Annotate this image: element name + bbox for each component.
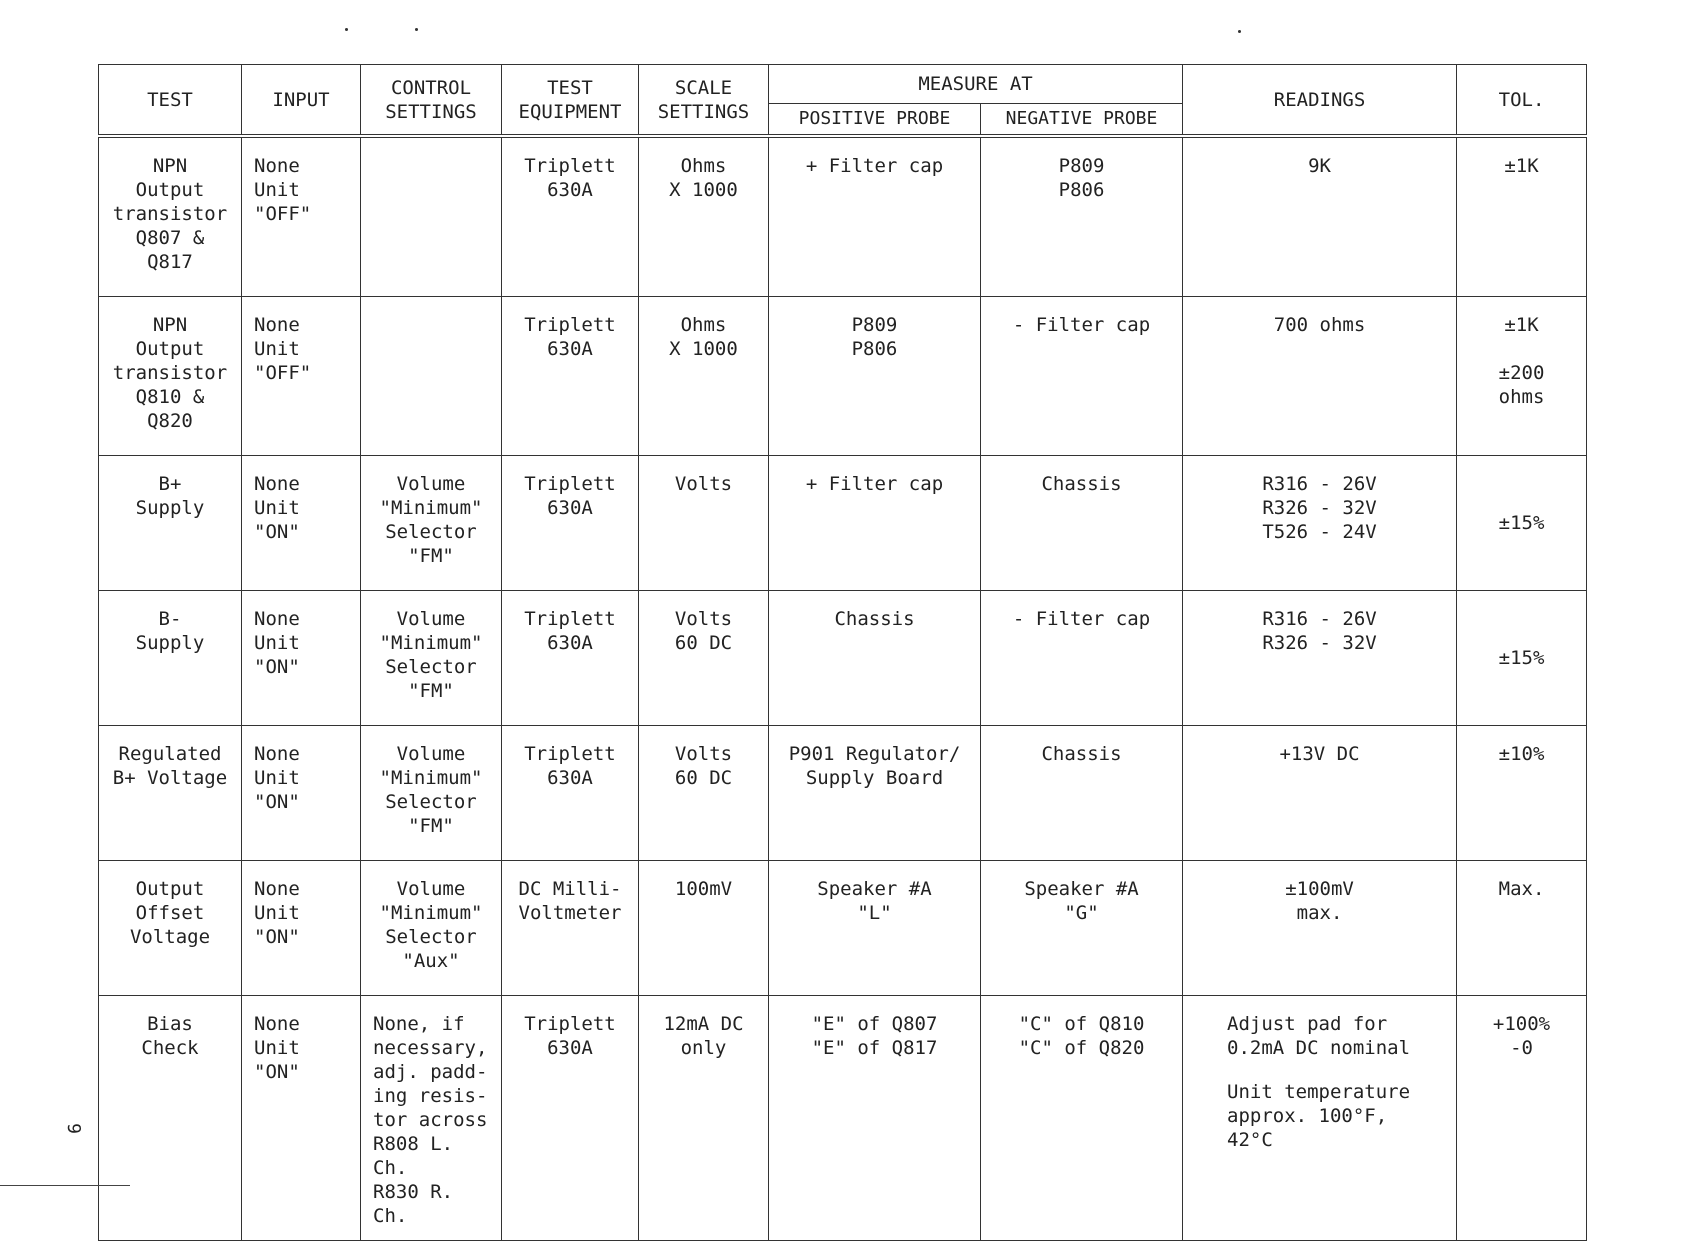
cell-readings: ±100mV max.	[1183, 861, 1457, 996]
scan-speck	[345, 28, 348, 31]
cell-tol: ±10%	[1457, 726, 1587, 861]
header-readings: READINGS	[1183, 65, 1457, 137]
cell-control: Volume "Minimum" Selector "FM"	[361, 726, 502, 861]
header-input: INPUT	[242, 65, 361, 137]
cell-readings: 700 ohms	[1183, 297, 1457, 456]
cell-tol: +100% -0	[1457, 996, 1587, 1241]
cell-input: None Unit "ON"	[242, 456, 361, 591]
cell-control	[361, 136, 502, 297]
cell-readings: +13V DC	[1183, 726, 1457, 861]
cell-negative-probe: Chassis	[981, 726, 1183, 861]
cell-equipment: Triplett 630A	[502, 996, 639, 1241]
cell-equipment: DC Milli- Voltmeter	[502, 861, 639, 996]
page-number: 9	[62, 1123, 84, 1134]
cell-tol: Max.	[1457, 861, 1587, 996]
cell-negative-probe: - Filter cap	[981, 297, 1183, 456]
header-tol: TOL.	[1457, 65, 1587, 137]
cell-scale: 12mA DC only	[639, 996, 769, 1241]
cell-equipment: Triplett 630A	[502, 456, 639, 591]
cell-input: None Unit "ON"	[242, 726, 361, 861]
cell-input: None Unit "OFF"	[242, 297, 361, 456]
cell-control: Volume "Minimum" Selector "FM"	[361, 456, 502, 591]
cell-equipment: Triplett 630A	[502, 726, 639, 861]
footer-rule	[0, 1185, 130, 1186]
cell-negative-probe: Chassis	[981, 456, 1183, 591]
cell-positive-probe: P901 Regulator/ Supply Board	[769, 726, 981, 861]
header-positive-probe: POSITIVE PROBE	[769, 104, 981, 137]
header-test-equipment: TEST EQUIPMENT	[502, 65, 639, 137]
table-row	[99, 861, 1587, 996]
header-control-settings: CONTROL SETTINGS	[361, 65, 502, 137]
cell-control: Volume "Minimum" Selector "FM"	[361, 591, 502, 726]
cell-scale: Volts 60 DC	[639, 726, 769, 861]
scan-speck	[415, 28, 418, 31]
cell-test: NPN Output transistor Q810 & Q820	[99, 297, 242, 456]
cell-positive-probe: P809 P806	[769, 297, 981, 456]
cell-readings: 9K	[1183, 136, 1457, 297]
cell-input: None Unit "ON"	[242, 861, 361, 996]
header-scale-settings: SCALE SETTINGS	[639, 65, 769, 137]
cell-test: Regulated B+ Voltage	[99, 726, 242, 861]
cell-positive-probe: Chassis	[769, 591, 981, 726]
cell-equipment: Triplett 630A	[502, 591, 639, 726]
cell-scale: 100mV	[639, 861, 769, 996]
table-row	[99, 136, 1587, 297]
cell-tol: ±1K	[1457, 136, 1587, 297]
cell-test: NPN Output transistor Q807 & Q817	[99, 136, 242, 297]
header-negative-probe: NEGATIVE PROBE	[981, 104, 1183, 137]
cell-tol: ±1K ±200 ohms	[1457, 297, 1587, 456]
table-row	[99, 456, 1587, 591]
readings-adjustment: Adjust pad for 0.2mA DC nominal	[1227, 1013, 1411, 1059]
cell-equipment: Triplett 630A	[502, 297, 639, 456]
table-row	[99, 726, 1587, 861]
cell-tol: ±15%	[1457, 591, 1587, 726]
cell-input: None Unit "ON"	[242, 996, 361, 1241]
cell-scale: Ohms X 1000	[639, 297, 769, 456]
cell-scale: Volts	[639, 456, 769, 591]
cell-input: None Unit "ON"	[242, 591, 361, 726]
cell-negative-probe: Speaker #A "G"	[981, 861, 1183, 996]
test-procedure-table	[98, 64, 1587, 1241]
cut-off-header-text	[700, 6, 980, 24]
cell-test: Bias Check	[99, 996, 242, 1241]
cell-negative-probe: - Filter cap	[981, 591, 1183, 726]
cell-positive-probe: + Filter cap	[769, 456, 981, 591]
cell-equipment: Triplett 630A	[502, 136, 639, 297]
cell-positive-probe: Speaker #A "L"	[769, 861, 981, 996]
cell-readings	[1183, 996, 1457, 1241]
cell-control	[361, 297, 502, 456]
cell-positive-probe: "E" of Q807 "E" of Q817	[769, 996, 981, 1241]
cell-control: Volume "Minimum" Selector "Aux"	[361, 861, 502, 996]
cell-scale: Volts 60 DC	[639, 591, 769, 726]
cell-readings: R316 - 26V R326 - 32V T526 - 24V	[1183, 456, 1457, 591]
cell-negative-probe: "C" of Q810 "C" of Q820	[981, 996, 1183, 1241]
cell-readings: R316 - 26V R326 - 32V	[1183, 591, 1457, 726]
cell-input: None Unit "OFF"	[242, 136, 361, 297]
cell-positive-probe: + Filter cap	[769, 136, 981, 297]
readings-temperature-note: Unit temperature approx. 100°F, 42°C	[1227, 1081, 1411, 1151]
table-row	[99, 591, 1587, 726]
cell-test: B- Supply	[99, 591, 242, 726]
cell-control: None, if necessary, adj. padd- ing resis- tor across R808 L. Ch. R830 R. Ch.	[361, 996, 502, 1241]
cell-negative-probe: P809 P806	[981, 136, 1183, 297]
cell-test: Output Offset Voltage	[99, 861, 242, 996]
cell-tol: ±15%	[1457, 456, 1587, 591]
table-row	[99, 996, 1587, 1241]
table-row	[99, 297, 1587, 456]
header-measure-at: MEASURE AT	[769, 65, 1183, 104]
scan-speck	[1238, 30, 1241, 33]
cell-scale: Ohms X 1000	[639, 136, 769, 297]
cell-test: B+ Supply	[99, 456, 242, 591]
header-test: TEST	[99, 65, 242, 137]
